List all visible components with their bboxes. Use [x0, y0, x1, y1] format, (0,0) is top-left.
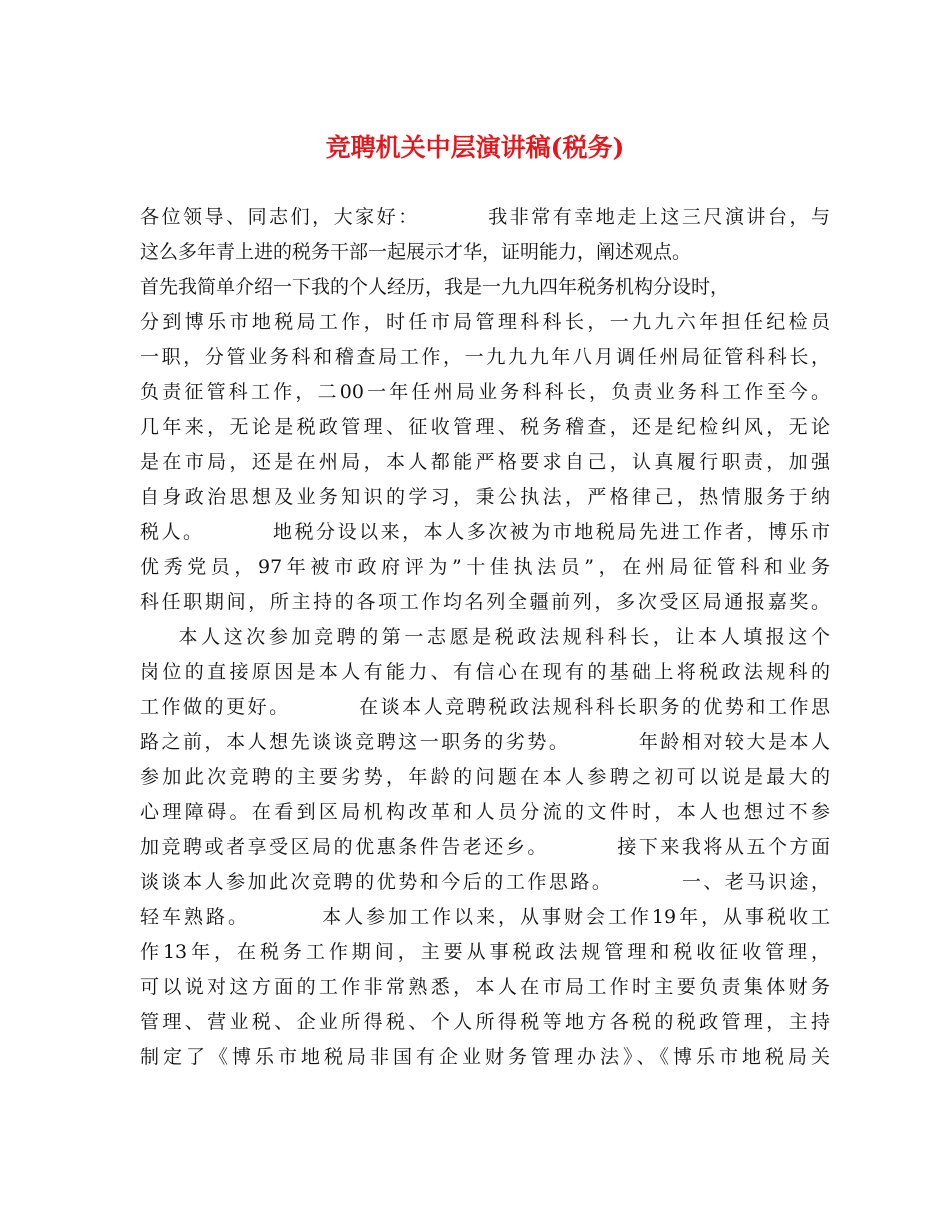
- body-line: 加竞聘或者享受区局的优惠条件告老还乡。 接下来我将从五个方面: [140, 836, 830, 858]
- document-title: 竞聘机关中层演讲稿(税务): [325, 133, 625, 162]
- body-line: 首先我简单介绍一下我的个人经历，我是一九九四年税务机构分设时，: [140, 276, 730, 298]
- body-line: 心理障碍。在看到区局机构改革和人员分流的文件时，本人也想过不参: [140, 801, 830, 823]
- body-line: 这么多年青上进的税务干部一起展示才华，证明能力，阐述观点。: [140, 241, 692, 263]
- body-line: 谈谈本人参加此次竞聘的优势和今后的工作思路。 一、老马识途，: [140, 871, 830, 893]
- body-line: 作13年，在税务工作期间，主要从事税政法规管理和税收征收管理，: [140, 941, 830, 963]
- body-line: 税人。 地税分设以来，本人多次被为市地税局先进工作者，博乐市: [140, 521, 830, 543]
- body-line: 本人这次参加竞聘的第一志愿是税政法规科科长，让本人填报这个: [140, 626, 830, 648]
- body-line: 负责征管科工作，二00一年任州局业务科科长，负责业务科工作至今。: [140, 381, 830, 403]
- body-line: 管理、营业税、企业所得税、个人所得税等地方各税的税政管理，主持: [140, 1011, 830, 1033]
- body-line: 制定了《博乐市地税局非国有企业财务管理办法》、《博乐市地税局关: [140, 1046, 830, 1068]
- body-line: 几年来，无论是税政管理、征收管理、税务稽查，还是纪检纠风，无论: [140, 416, 830, 438]
- body-line: 分到博乐市地税局工作，时任市局管理科科长，一九九六年担任纪检员: [140, 311, 830, 333]
- body-line: 科任职期间，所主持的各项工作均名列全疆前列，多次受区局通报嘉奖。: [140, 591, 830, 613]
- body-line: 参加此次竞聘的主要劣势，年龄的问题在本人参聘之初可以说是最大的: [140, 766, 830, 788]
- body-line: 自身政治思想及业务知识的学习，秉公执法，严格律己，热情服务于纳: [140, 486, 830, 508]
- body-line: 岗位的直接原因是本人有能力、有信心在现有的基础上将税政法规科的: [140, 661, 830, 683]
- document-body: [140, 200, 830, 1075]
- body-line: 是在市局，还是在州局，本人都能严格要求自己，认真履行职责，加强: [140, 451, 830, 473]
- body-line: 优秀党员，97年被市政府评为”十佳执法员”，在州局征管科和业务: [140, 556, 830, 578]
- body-line: 一职，分管业务科和稽查局工作，一九九九年八月调任州局征管科科长，: [140, 346, 830, 368]
- body-line: 可以说对这方面的工作非常熟悉，本人在市局工作时主要负责集体财务: [140, 976, 830, 998]
- body-line: 各位领导、同志们，大家好： 我非常有幸地走上这三尺演讲台，与: [140, 206, 830, 228]
- body-line: 工作做的更好。 在谈本人竞聘税政法规科科长职务的优势和工作思: [140, 696, 830, 718]
- body-line: 轻车熟路。 本人参加工作以来，从事财会工作19年，从事税收工: [140, 906, 830, 928]
- body-line: 路之前，本人想先谈谈竞聘这一职务的劣势。 年龄相对较大是本人: [140, 731, 830, 753]
